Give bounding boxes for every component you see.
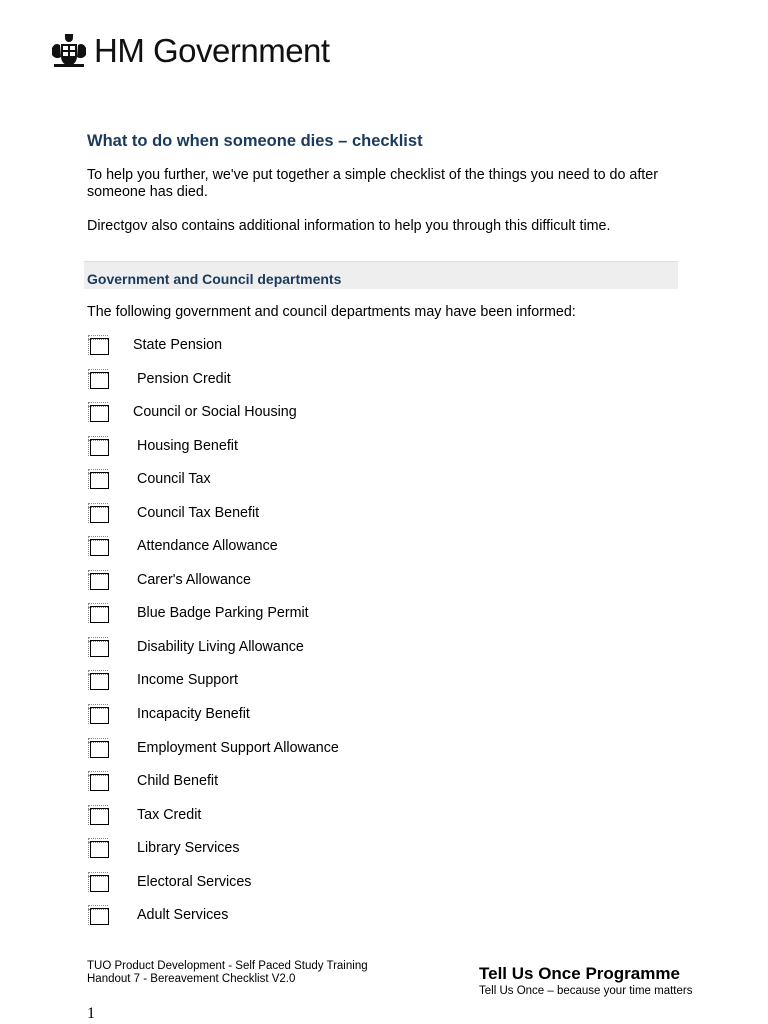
royal-crest-icon xyxy=(48,30,90,72)
section-header-band xyxy=(84,261,678,289)
footer-line-2: Handout 7 - Bereavement Checklist V2.0 xyxy=(87,973,296,985)
directgov-paragraph: Directgov also contains additional information to help you through this difficult time. xyxy=(87,218,611,234)
checklist-item-label: Council Tax xyxy=(137,471,211,488)
checklist-item-label: Electoral Services xyxy=(137,873,252,890)
checklist-item-label: Employment Support Allowance xyxy=(137,739,339,756)
checklist-item-label: Blue Badge Parking Permit xyxy=(137,605,309,622)
checklist-item-label: Adult Services xyxy=(137,907,229,924)
checkbox[interactable] xyxy=(90,908,109,925)
checklist-item-label: Income Support xyxy=(137,672,238,689)
hm-government-wordmark: HM Government xyxy=(94,32,330,69)
checklist-item-label: Housing Benefit xyxy=(137,437,238,454)
checklist-item-label: Child Benefit xyxy=(137,773,219,790)
section-heading: Government and Council departments xyxy=(87,271,342,287)
page-title: What to do when someone dies – checklist xyxy=(87,132,423,150)
programme-tagline: Tell Us Once – because your time matters xyxy=(479,985,693,997)
checklist-item-label: Disability Living Allowance xyxy=(137,638,304,655)
checkbox[interactable] xyxy=(90,808,109,825)
programme-name: Tell Us Once Programme xyxy=(479,964,680,983)
checklist-item-label: Library Services xyxy=(137,840,240,857)
page-number: 1 xyxy=(87,1005,95,1022)
checkbox[interactable] xyxy=(90,640,109,657)
checklist-item-label: Pension Credit xyxy=(137,370,231,387)
checkbox[interactable] xyxy=(90,841,109,858)
checkbox[interactable] xyxy=(90,372,109,389)
programme-branding xyxy=(479,964,692,998)
document-reference xyxy=(87,960,368,986)
hm-government-logo xyxy=(48,30,330,72)
checkbox[interactable] xyxy=(90,875,109,892)
checklist-item-label: Incapacity Benefit xyxy=(137,706,250,723)
checkbox[interactable] xyxy=(90,439,109,456)
checkbox[interactable] xyxy=(90,741,109,758)
footer-line-1: TUO Product Development - Self Paced Study Training xyxy=(87,960,368,972)
checkbox[interactable] xyxy=(90,707,109,724)
checkbox[interactable] xyxy=(90,338,109,355)
checklist-item-label: Attendance Allowance xyxy=(137,538,278,555)
section-lead-text: The following government and council departments may have been informed: xyxy=(87,304,576,320)
checklist-item-label: Council or Social Housing xyxy=(133,404,297,421)
checkbox[interactable] xyxy=(90,774,109,791)
checklist-item-label: Carer's Allowance xyxy=(137,571,251,588)
checkbox[interactable] xyxy=(90,506,109,523)
checkbox[interactable] xyxy=(90,673,109,690)
checkbox[interactable] xyxy=(90,539,109,556)
checklist-item-label: State Pension xyxy=(133,337,223,353)
intro-paragraph: To help you further, we've put together a simple checklist of the things you need to do after someone has died. xyxy=(87,167,658,200)
checklist-item-label: Council Tax Benefit xyxy=(137,504,260,521)
checkbox[interactable] xyxy=(90,472,109,489)
checkbox[interactable] xyxy=(90,606,109,623)
checklist-item-label: Tax Credit xyxy=(137,806,202,823)
checkbox[interactable] xyxy=(90,573,109,590)
checkbox[interactable] xyxy=(90,405,109,422)
